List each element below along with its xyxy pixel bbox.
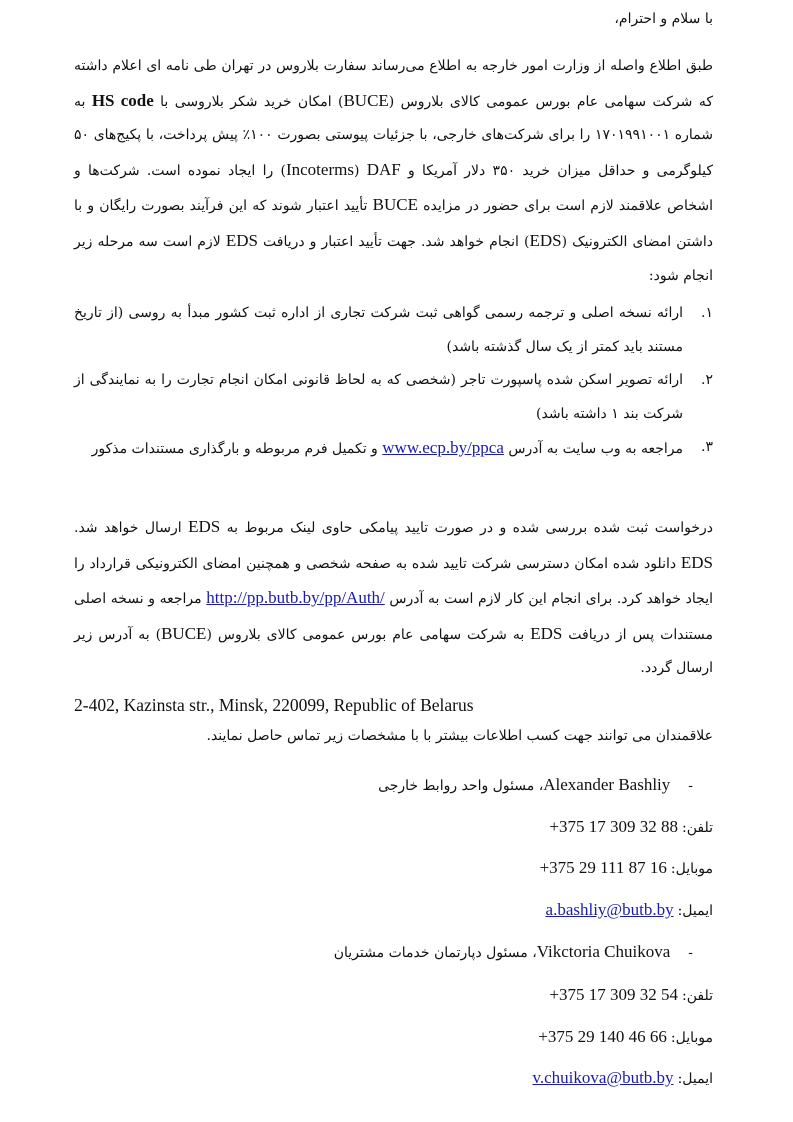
phone-label: تلفن: [682, 820, 713, 836]
postal-address: 2-402, Kazinsta str., Minsk, 220099, Republic of Belarus [74, 695, 474, 715]
mobile-value: +375 29 140 46 66 [538, 1027, 667, 1046]
mobile-label: موبایل: [670, 1030, 713, 1046]
eds-term: EDS [530, 623, 563, 643]
contact-header [334, 942, 693, 962]
contact-role: ، مسئول واحد روابط خارجی [378, 778, 544, 794]
contact-name: Vikctoria Chuikova [536, 942, 671, 961]
contact-email-row [532, 1068, 713, 1088]
buce-term: BUCE [372, 195, 418, 215]
steps-list [74, 297, 713, 467]
phone-value: +375 17 309 32 54 [549, 985, 678, 1004]
contact-header [378, 775, 693, 795]
contact-phone-row [549, 817, 713, 837]
contact-phone-row [549, 985, 713, 1005]
buce-term: BUCE [343, 90, 389, 110]
step-number: ۱. [701, 305, 713, 321]
list-item [74, 297, 713, 364]
contact-mobile-row [538, 1027, 713, 1047]
mobile-label: موبایل: [670, 861, 713, 877]
incoterms-term: Incoterms [285, 159, 354, 179]
buce-term: BUCE [161, 623, 207, 643]
contact-email-row [546, 900, 713, 920]
contact-intro: علاقمندان می توانند جهت کسب اطلاعات بیشتر با با مشخصات زیر تماس حاصل نمایند. [206, 728, 713, 744]
daf-term: DAF [366, 159, 401, 179]
butb-auth-link[interactable]: http://pp.butb.by/pp/Auth/ [206, 588, 385, 608]
list-item [74, 364, 713, 431]
eds-term: EDS [680, 552, 713, 572]
eds-term: EDS [529, 230, 562, 250]
email-link[interactable]: a.bashliy@butb.by [545, 900, 674, 919]
eds-term: EDS [225, 230, 258, 250]
phone-value: +375 17 309 32 88 [549, 817, 678, 836]
step-text: ارائه نسخه اصلی و ترجمه رسمی گواهی ثبت شرکت تجاری از اداره ثبت کشور مبدأ به روسی (از تاریخ مستند باید کمتر از یک سال گذشته باشد) [74, 305, 683, 355]
step-number: ۲. [701, 372, 713, 389]
eds-paragraph: درخواست ثبت شده بررسی شده و در صورت تایید پیامکی حاوی لینک مربوط به EDS ارسال خواهد شد. EDS دانلود شده امکان دسترسی شرکت تایید شده به صفحه شخصی و همچنین امضای الکترونیکی قرارداد را ایجاد خواهد کرد. برای انجام این کار لازم است به آدرس http://pp.butb.by/pp/Auth/ مراجعه و نسخه اصلی مستندات پس از دریافت EDS به شرکت سهامی عام بورس عمومی کالای بلاروس (BUCE) به آدرس زیر ارسال گردد. [74, 517, 714, 677]
contact-mobile-row [540, 858, 713, 878]
email-label: ایمیل: [677, 903, 713, 919]
email-link[interactable]: v.chuikova@butb.by [532, 1068, 674, 1087]
contact-role: ، مسئول دپارتمان خدمات مشتریان [333, 945, 537, 961]
contact-name: Alexander Bashliy [543, 775, 671, 794]
hs-code-term: HS code [91, 90, 154, 110]
intro-paragraph: طبق اطلاع واصله از وزارت امور خارجه به اطلاع می‌رساند سفارت بلاروس در تهران طی نامه ای اعلام داشته که شرکت سهامی عام بورس عمومی کالای بلاروس (BUCE) امکان خرید شکر بلاروسی با HS code به شماره ۱۷۰۱۹۹۱۰۰۱ را برای شرکت‌های خارجی، با جزئیات پیوستی بصورت ۱۰۰٪ پیش پرداخت، با پکیج‌های ۵۰ کیلوگرمی و حداقل میزان خرید ۳۵۰ دلار آمریکا و DAF (Incoterms) را ایجاد نموده است. شرکت‌ها و اشخاص علاقمند لازم است برای حضور در مزایده BUCE تأیید اعتبار شوند که این فرآیند بصورت رایگان و با داشتن امضای الکترونیک (EDS) انجام خواهد شد. جهت تأیید اعتبار و دریافت EDS لازم است سه مرحله زیر انجام شود: [74, 58, 714, 284]
dash-bullet: - [688, 945, 693, 961]
greeting: با سلام و احترام، [614, 11, 713, 27]
list-item: ۳. مراجعه به وب سایت به آدرس www.ecp.by/ppca و تکمیل فرم مربوطه و بارگذاری مستندات مذکور [74, 431, 713, 467]
phone-label: تلفن: [682, 988, 713, 1004]
dash-bullet: - [688, 778, 693, 794]
email-label: ایمیل: [677, 1071, 713, 1087]
ecp-link[interactable]: www.ecp.by/ppca [382, 438, 504, 458]
step-text: ارائه تصویر اسکن شده پاسپورت تاجر (شخصی که به لحاظ قانونی امکان انجام تجارت را به نمایندگی از شرکت بند ۱ داشته باشد) [74, 372, 683, 422]
eds-term: EDS [188, 517, 221, 536]
step-number: ۳. [701, 439, 713, 456]
mobile-value: +375 29 111 87 16 [539, 858, 667, 877]
